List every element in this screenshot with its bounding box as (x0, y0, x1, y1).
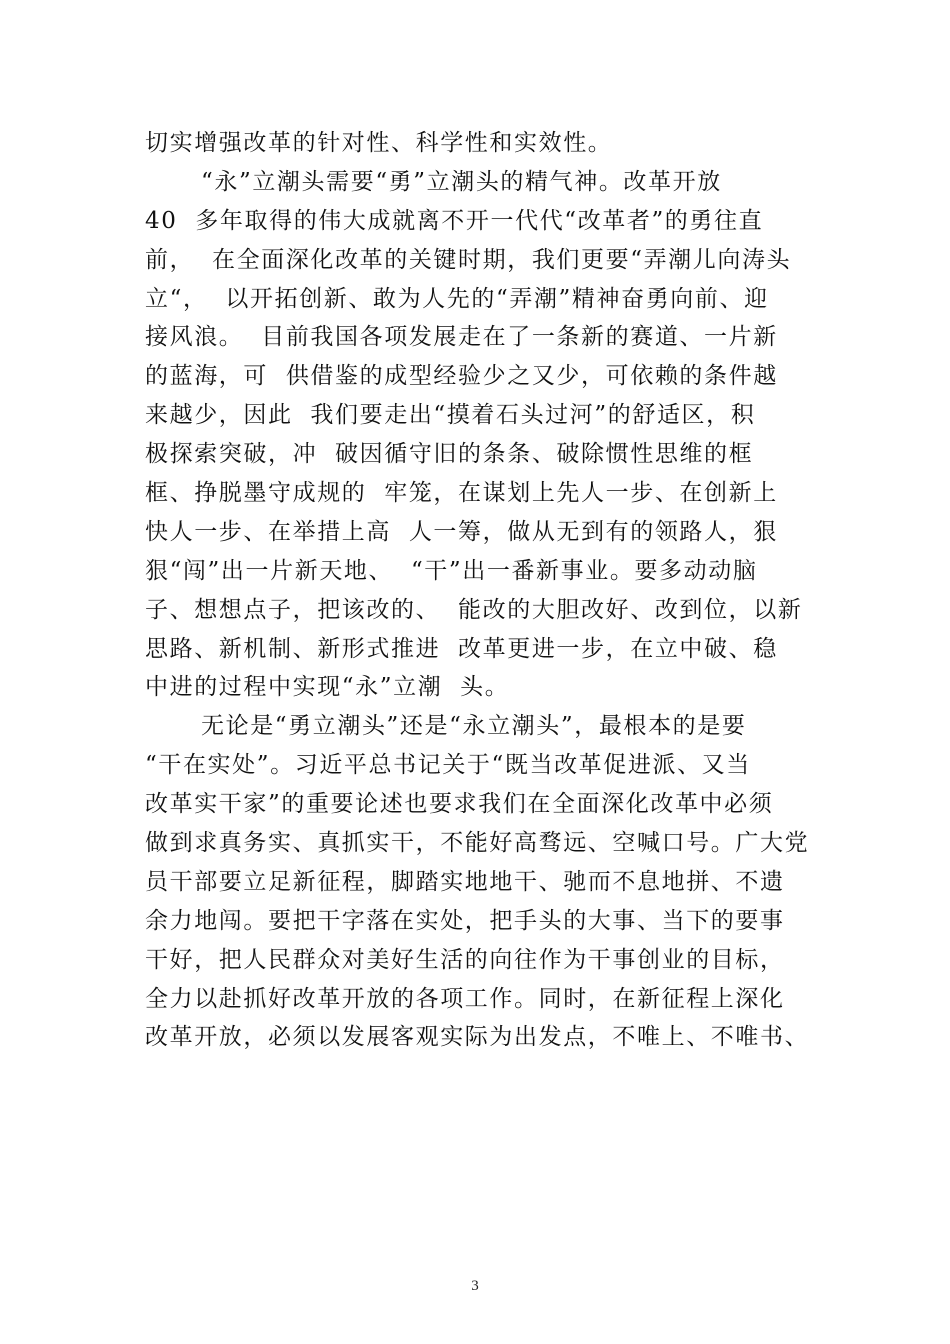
body-text (145, 124, 815, 1057)
paragraph-start-line: 无论是“勇立潮头”还是“永立潮头”，最根本的是要 (201, 713, 747, 740)
text-line: 改革实干家”的重要论述也要求我们在全面深化改革中必须 (145, 791, 774, 818)
text-line: 做到求真务实、真抓实干，不能好高骛远、空喊口号。广大党 (145, 830, 810, 857)
text-line: 接风浪。 目前我国各项发展走在了一条新的赛道、一片新 (145, 324, 778, 351)
text-line: 的蓝海，可 供借鉴的成型经验少之又少，可依赖的条件越 (145, 363, 778, 390)
text-line: 子、想想点子，把该改的、 能改的大胆改好、改到位，以新 (145, 596, 803, 623)
text-line: 改革开放，必须以发展客观实际为出发点，不唯上、不唯书、 (145, 1024, 810, 1051)
text-line: 狠“闯”出一片新天地、 “干”出一番新事业。要多动动脑 (145, 557, 758, 584)
paragraph-start-line: “永”立潮头需要“勇”立潮头的精气神。改革开放 (201, 168, 722, 195)
text-line: 来越少，因此 我们要走出“摸着石头过河”的舒适区，积 (145, 402, 756, 429)
text-line: 员干部要立足新征程，脚踏实地地干、驰而不息地拼、不遗 (145, 868, 785, 895)
text-line: “干在实处”。习近平总书记关于“既当改革促进派、又当 (145, 752, 751, 779)
text-line: 全力以赴抓好改革开放的各项工作。同时，在新征程上深化 (145, 985, 785, 1012)
text-line: 中进的过程中实现“永”立潮 头。 (145, 674, 510, 701)
text-line: 立“， 以开拓创新、敢为人先的“弄潮”精神奋勇向前、迎 (145, 285, 769, 312)
text-line: 干好，把人民群众对美好生活的向往作为干事创业的目标， (145, 946, 785, 973)
text-line: 前， 在全面深化改革的关键时期，我们更要“弄潮儿向涛头 (145, 246, 792, 273)
text-line: 余力地闯。要把干字落在实处，把手头的大事、当下的要事 (145, 907, 785, 934)
text-line: 思路、新机制、新形式推进 改革更进一步，在立中破、稳 (145, 635, 778, 662)
text-line: 快人一步、在举措上高 人一筹，做从无到有的领路人，狠 (145, 518, 778, 545)
page-number: 3 (471, 1278, 479, 1294)
text-line: 框、挣脱墨守成规的 牢笼，在谋划上先人一步、在创新上 (145, 480, 778, 507)
text-line: 40 多年取得的伟大成就离不开一代代“改革者”的勇往直 (145, 207, 764, 234)
text-line: 极探索突破，冲 破因循守旧的条条、破除惯性思维的框 (145, 441, 754, 468)
text-line: 切实增强改革的针对性、科学性和实效性。 (145, 130, 613, 156)
